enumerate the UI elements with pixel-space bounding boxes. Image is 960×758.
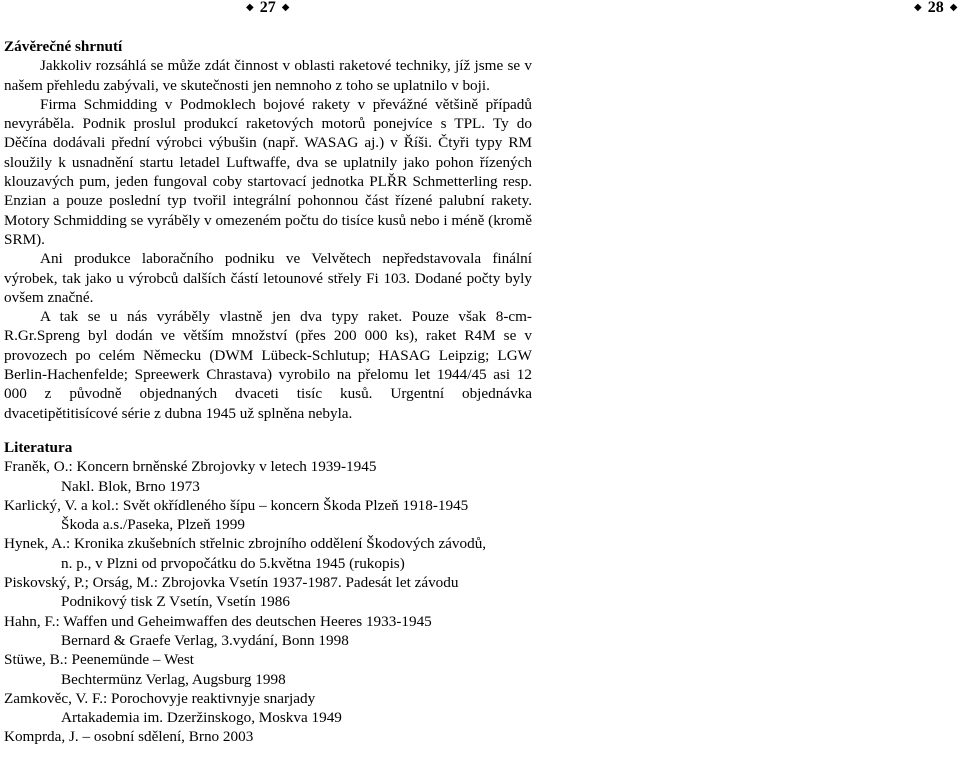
page-number-left-value: 27: [259, 0, 276, 16]
reference-line: Piskovský, P.; Orság, M.: Zbrojovka Vsetín 1937-1987. Padesát let závodu: [4, 574, 459, 592]
conclusion-paragraph: A tak se u nás vyráběly vlastně jen dva typy raket. Pouze však 8-cm-R.Gr.Spreng byl dodán ve větším množství (přes 200 000 ks), raket R4M se v provozech po celém Německu (DWM Lübeck-Schlutup; HASAG Leipzig; LGW Berlin-Hachenfelde; Spreewerk Chrastava) vyrobilo na přelomu let 1944/45 asi 12 000 z původně objednaných dvaceti tisíc kusů. Urgentní objednávka dvacetipětitisícové série z dubna 1945 už splněna nebyla.: [4, 308, 532, 422]
conclusion-paragraph: Ani produkce laboračního podniku ve Velvětech nepředstavovala finální výrobek, tak jako u výrobců dalších částí letounové střely Fi 103. Dodané počty byly ovšem značné.: [4, 250, 532, 306]
reference-publisher: n. p., v Plzni od prvopočátku do 5.května 1945 (rukopis): [61, 554, 405, 572]
conclusion-heading: Závěrečné shrnutí: [4, 38, 123, 55]
reference-publisher: Artakademia im. Dzeržinskogo, Moskva 1949: [61, 709, 342, 727]
reference-publisher: Nakl. Blok, Brno 1973: [61, 477, 200, 495]
page-number-right: [908, 0, 960, 18]
document-content: [4, 37, 532, 747]
reference-publisher: Bechtermünz Verlag, Augsburg 1998: [61, 670, 286, 688]
reference-line: Hynek, A.: Kronika zkušebních střelnic zbrojního oddělení Škodových závodů,: [4, 535, 487, 553]
reference-publisher: Bernard & Graefe Verlag, 3.vydání, Bonn 1998: [61, 631, 349, 649]
reference-publisher: Podnikový tisk Z Vsetín, Vsetín 1986: [61, 593, 290, 611]
diamond-ornament-icon: ◆: [949, 2, 958, 13]
reference-item: [4, 573, 532, 612]
literature-heading: Literatura: [4, 438, 73, 456]
conclusion-paragraph: Firma Schmidding v Podmoklech bojové rakety v převážné většině případů nevyráběla. Podnik proslul produkcí raketových motorů ponejvíce s TPL. Ty do Děčína dodávali přední výrobci výbušin (např. WASAG aj.) v Říši. Čtyři typy RM sloužily k usnadnění startu letadel Luftwaffe, dva se uplatnily jako pohon řízených klouzavých pum, jeden fungoval coby startovací jednotka PLŘR Schmetterling resp. Enzian a pouze poslední typ tvořil integrální pohonnou část řízené palubní rakety. Motory Schmidding se vyráběly v omezeném počtu do tisíce kusů nebo i méně (kromě SRM).: [4, 95, 532, 248]
reference-item: [4, 496, 532, 535]
reference-item: [4, 689, 532, 728]
reference-item: [4, 534, 532, 573]
reference-line: Karlický, V. a kol.: Svět okřídleného šípu – koncern Škoda Plzeň 1918-1945: [4, 496, 469, 514]
diamond-ornament-icon: ◆: [281, 2, 290, 13]
diamond-ornament-icon: ◆: [914, 2, 922, 13]
reference-line: Franěk, O.: Koncern brněnské Zbrojovky v letech 1939-1945: [4, 458, 377, 476]
diamond-ornament-icon: ◆: [246, 2, 254, 13]
reference-item: [4, 650, 532, 689]
page-number-right-value: 28: [927, 0, 944, 16]
reference-line: Hahn, F.: Waffen und Geheimwaffen des deutschen Heeres 1933-1945: [4, 612, 432, 630]
reference-line: Stüwe, B.: Peenemünde – West: [4, 651, 195, 669]
section-spacer: [4, 423, 532, 438]
page-number-left: [240, 0, 295, 18]
reference-item: [4, 727, 532, 746]
reference-line: Komprda, J. – osobní sdělení, Brno 2003: [4, 728, 254, 746]
conclusion-paragraph: Jakkoliv rozsáhlá se může zdát činnost v oblasti raketové techniky, jíž jsme se v našem přehledu zabývali, ve skutečnosti jen nemnoho z toho se uplatnilo v boji.: [4, 57, 532, 94]
reference-line: Zamkověc, V. F.: Porochovyje reaktivnyje snarjady: [4, 689, 316, 707]
reference-item: [4, 457, 532, 496]
reference-item: [4, 612, 532, 651]
reference-publisher: Škoda a.s./Paseka, Plzeň 1999: [61, 516, 245, 534]
